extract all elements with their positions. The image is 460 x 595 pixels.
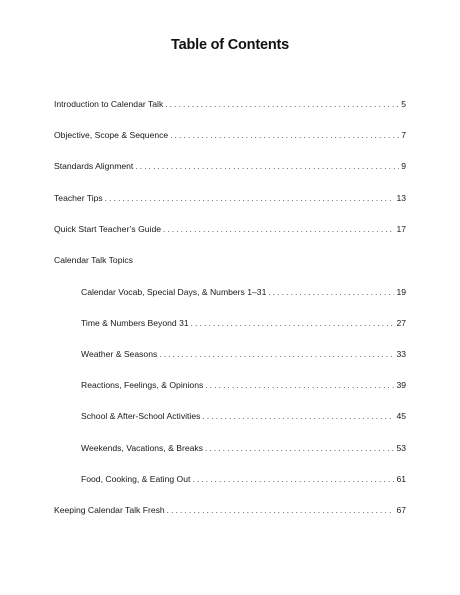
toc-topic-reactions-feelings[interactable] bbox=[81, 378, 406, 392]
dot-leader bbox=[159, 348, 394, 361]
toc-entry-page: 19 bbox=[396, 287, 406, 297]
toc-entry-introduction[interactable] bbox=[54, 97, 406, 111]
dot-leader bbox=[205, 379, 394, 392]
toc-entry-label: Quick Start Teacher’s Guide bbox=[54, 224, 161, 234]
toc-entry-label: Reactions, Feelings, & Opinions bbox=[81, 380, 204, 390]
toc-entry-label: Keeping Calendar Talk Fresh bbox=[54, 505, 165, 515]
dot-leader bbox=[167, 504, 395, 517]
toc-topic-food-cooking[interactable] bbox=[81, 472, 406, 486]
toc-entry-page: 13 bbox=[396, 193, 406, 203]
dot-leader bbox=[192, 473, 394, 486]
toc-entry-label: Objective, Scope & Sequence bbox=[54, 130, 169, 140]
toc-entry-standards[interactable] bbox=[54, 159, 406, 173]
dot-leader bbox=[202, 410, 394, 423]
dot-leader bbox=[163, 223, 394, 236]
dot-leader bbox=[135, 160, 399, 173]
dot-leader bbox=[191, 317, 395, 330]
section-heading-calendar-talk-topics: Calendar Talk Topics bbox=[54, 255, 133, 265]
toc-entry-label: Weather & Seasons bbox=[81, 349, 158, 359]
toc-entry-keeping-fresh[interactable] bbox=[54, 503, 406, 517]
toc-entry-page: 9 bbox=[401, 161, 406, 171]
dot-leader bbox=[268, 286, 394, 299]
toc-entry-label: Weekends, Vacations, & Breaks bbox=[81, 443, 203, 453]
toc-entry-label: School & After-School Activities bbox=[81, 411, 201, 421]
toc-topic-weekends-vacations[interactable] bbox=[81, 441, 406, 455]
toc-entry-page: 7 bbox=[401, 130, 406, 140]
toc-entry-label: Time & Numbers Beyond 31 bbox=[81, 318, 189, 328]
toc-entry-page: 67 bbox=[396, 505, 406, 515]
toc-entry-label: Calendar Vocab, Special Days, & Numbers 1–31 bbox=[81, 287, 267, 297]
dot-leader bbox=[105, 192, 395, 205]
toc-entry-page: 5 bbox=[401, 99, 406, 109]
toc-entry-objective[interactable] bbox=[54, 128, 406, 142]
toc-entry-page: 27 bbox=[396, 318, 406, 328]
toc-entry-label: Standards Alignment bbox=[54, 161, 134, 171]
toc-entry-page: 17 bbox=[396, 224, 406, 234]
toc-entry-page: 33 bbox=[396, 349, 406, 359]
toc-topic-weather-seasons[interactable] bbox=[81, 347, 406, 361]
page-title: Table of Contents bbox=[171, 37, 289, 53]
toc-entry-page: 53 bbox=[396, 443, 406, 453]
toc-entry-page: 39 bbox=[396, 380, 406, 390]
toc-entry-page: 45 bbox=[396, 411, 406, 421]
toc-entry-page: 61 bbox=[396, 474, 406, 484]
toc-topic-school-activities[interactable] bbox=[81, 409, 406, 423]
dot-leader bbox=[205, 442, 394, 455]
dot-leader bbox=[170, 129, 399, 142]
toc-entry-label: Food, Cooking, & Eating Out bbox=[81, 474, 191, 484]
toc-topic-time-numbers[interactable] bbox=[81, 316, 406, 330]
toc-topic-calendar-vocab[interactable] bbox=[81, 285, 406, 299]
toc-entry-quick-start[interactable] bbox=[54, 222, 406, 236]
toc-entry-label: Introduction to Calendar Talk bbox=[54, 99, 164, 109]
toc-entry-label: Teacher Tips bbox=[54, 193, 103, 203]
dot-leader bbox=[165, 98, 399, 111]
toc-entry-teacher-tips[interactable] bbox=[54, 191, 406, 205]
